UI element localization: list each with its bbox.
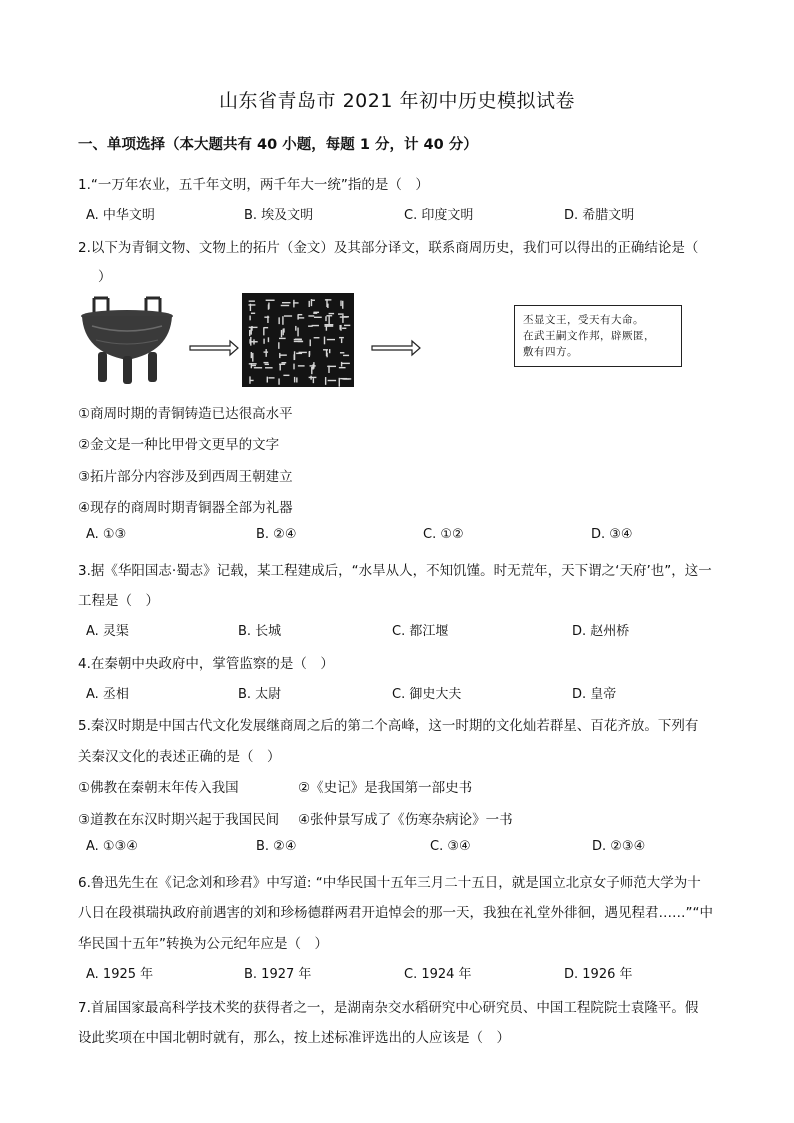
rubbing-stroke: [313, 378, 314, 383]
rubbing-stroke: [251, 352, 252, 358]
rubbing-stroke: [325, 316, 326, 321]
rubbing-stroke: [338, 313, 344, 314]
rubbing-stroke: [282, 316, 283, 325]
q6-option-d[interactable]: D. 1926 年: [564, 967, 633, 982]
rubbing-stroke: [325, 377, 326, 385]
rubbing-stroke: [342, 315, 343, 323]
rubbing-stroke: [278, 378, 279, 384]
q6-option-b[interactable]: B. 1927 年: [244, 967, 312, 982]
rubbing-stroke: [299, 352, 307, 353]
rubbing-stroke: [293, 302, 298, 303]
rubbing-stroke: [343, 355, 349, 356]
rubbing-stroke: [342, 378, 351, 379]
q2-stem-line1: 2.以下为青铜文物、文物上的拓片（金文）及其部分译文，联系商周历史，我们可以得出的正确结论是（: [78, 240, 699, 256]
q6-option-c[interactable]: C. 1924 年: [404, 967, 472, 982]
rubbing-stroke: [328, 365, 329, 373]
rubbing-stroke: [298, 365, 305, 366]
q4-option-c[interactable]: C. 御史大夫: [392, 687, 462, 702]
rubbing-stroke: [249, 327, 258, 328]
rubbing-stroke: [249, 330, 250, 336]
translation-line-3: 敷有四方。: [523, 346, 578, 358]
rubbing-stroke: [314, 317, 322, 318]
q5-statement-1: ①佛教在秦朝末年传入我国: [78, 780, 239, 796]
rubbing-stroke: [309, 377, 317, 378]
rubbing-stroke: [328, 380, 336, 381]
rubbing-stroke: [283, 375, 289, 376]
section-heading: 一、单项选择（本大题共有 40 小题，每题 1 分，计 40 分）: [78, 137, 478, 153]
rubbing-stroke: [284, 315, 292, 316]
rubbing-stroke: [249, 363, 257, 364]
rubbing-stroke: [294, 354, 295, 360]
rubbing-stroke: [282, 302, 291, 303]
q5-option-d[interactable]: D. ②③④: [592, 839, 646, 854]
q1-option-c[interactable]: C. 印度文明: [404, 208, 474, 223]
q4-option-b[interactable]: B. 太尉: [238, 687, 282, 702]
rubbing-stroke: [251, 326, 252, 331]
q3-option-b[interactable]: B. 长城: [238, 624, 282, 639]
rubbing-stroke: [339, 325, 340, 330]
q2-option-a[interactable]: A. ①③: [86, 527, 127, 542]
rubbing-stroke: [310, 376, 311, 380]
q5-option-a[interactable]: A. ①③④: [86, 839, 138, 854]
rubbing-stroke: [263, 362, 268, 363]
rubbing-image: [242, 293, 354, 387]
q2-stem-line2: ）: [98, 269, 112, 285]
rubbing-stroke: [324, 324, 333, 325]
rubbing-stroke: [278, 342, 279, 349]
rubbing-stroke: [340, 316, 348, 317]
rubbing-stroke: [279, 338, 286, 339]
rubbing-stroke: [310, 365, 316, 366]
rubbing-stroke: [254, 367, 262, 368]
rubbing-stroke: [263, 327, 264, 335]
q4-option-d[interactable]: D. 皇帝: [572, 687, 617, 702]
q5-statement-3: ③道教在东汉时期兴起于我国民间: [78, 812, 280, 828]
rubbing-stroke: [342, 328, 346, 329]
rubbing-stroke: [326, 315, 332, 316]
rubbing-stroke: [341, 339, 342, 344]
rubbing-stroke: [296, 377, 297, 382]
rubbing-stroke: [250, 341, 257, 342]
rubbing-stroke: [327, 304, 328, 308]
q1-option-b[interactable]: B. 埃及文明: [244, 208, 314, 223]
rubbing-stroke: [278, 317, 279, 324]
rubbing-stroke: [267, 377, 268, 383]
rubbing-stroke: [313, 312, 319, 313]
q7-stem-line1: 7.首届国家最高科学技术奖的获得者之一，是湖南杂交水稻研究中心研究员、中国工程院院士袁隆平。假: [78, 1000, 699, 1016]
rubbing-stroke: [268, 377, 274, 378]
rubbing-stroke: [294, 341, 303, 342]
q4-stem: 4.在秦朝中央政府中，掌管监察的是（ ）: [78, 656, 334, 672]
rubbing-stroke: [327, 339, 335, 340]
rubbing-stroke: [328, 316, 329, 324]
rubbing-stroke: [326, 350, 327, 356]
rubbing-stroke: [309, 301, 310, 307]
q6-stem-line3: 华民国十五年”转换为公元纪年应是（ ）: [78, 936, 328, 952]
rubbing-stroke: [280, 354, 287, 355]
q3-stem-line2: 工程是（ ）: [78, 593, 159, 609]
rubbing-stroke: [266, 300, 275, 301]
q5-statement-4: ④张仲景写成了《伤寒杂病论》一书: [298, 812, 513, 828]
rubbing-stroke: [294, 377, 295, 383]
q3-option-d[interactable]: D. 赵州桥: [572, 624, 630, 639]
rubbing-stroke: [263, 339, 264, 344]
q3-option-c[interactable]: C. 都江堰: [392, 624, 449, 639]
q2-figure: [78, 290, 655, 390]
rubbing-stroke: [250, 380, 254, 381]
q2-statement-2: ②金文是一种比甲骨文更早的文字: [78, 437, 280, 453]
q5-option-c[interactable]: C. ③④: [430, 839, 471, 854]
rubbing-stroke: [248, 304, 255, 305]
rubbing-stroke: [311, 367, 312, 374]
q1-option-a[interactable]: A. 中华文明: [86, 208, 155, 223]
q6-option-a[interactable]: A. 1925 年: [86, 967, 154, 982]
q6-stem-line1: 6.鲁迅先生在《记念刘和珍君》中写道: “中华民国十五年三月二十五日，就是国立北京女子师范大学为十: [78, 875, 701, 891]
rubbing-stroke: [329, 313, 335, 314]
rubbing-stroke: [324, 337, 325, 345]
rubbing-stroke: [311, 299, 312, 306]
rubbing-stroke: [252, 365, 256, 366]
rubbing-stroke: [268, 337, 269, 342]
rubbing-stroke: [281, 362, 286, 363]
q2-option-c[interactable]: C. ①②: [423, 527, 464, 542]
q2-statement-1: ①商周时期的青铜铸造已达很高水平: [78, 406, 293, 422]
arrow-2: [372, 341, 420, 355]
rubbing-stroke: [251, 313, 255, 314]
q2-statement-3: ③拓片部分内容涉及到西周王朝建立: [78, 469, 293, 485]
q5-option-b[interactable]: B. ②④: [256, 839, 297, 854]
exam-title: 山东省青岛市 2021 年初中历史模拟试卷: [219, 90, 575, 112]
arrow-1: [190, 341, 238, 355]
bronze-ding-image: [78, 290, 178, 390]
rubbing-stroke: [324, 325, 333, 326]
rubbing-stroke: [268, 304, 269, 309]
q5-stem-line1: 5.秦汉时期是中国古代文化发展继商周之后的第二个高峰，这一时期的文化灿若群星、百花齐放。下列有: [78, 718, 699, 734]
rubbing-stroke: [340, 300, 341, 306]
q3-option-a[interactable]: A. 灵渠: [86, 624, 129, 639]
q2-option-d[interactable]: D. ③④: [591, 527, 633, 542]
q2-option-b[interactable]: B. ②④: [256, 527, 297, 542]
rubbing-stroke: [325, 299, 331, 300]
q7-stem-line2: 设此奖项在中国北朝时就有，那么，按上述标准评选出的人应该是（ ）: [78, 1030, 510, 1046]
translation-line-1: 丕显文王，受天有大命。: [523, 314, 644, 326]
rubbing-stroke: [342, 363, 350, 364]
rubbing-stroke: [310, 339, 311, 346]
translation-line-2: 在武王嗣文作邦，辟厥匿，: [523, 330, 655, 342]
rubbing-stroke: [314, 337, 320, 338]
q6-stem-line2: 八日在段祺瑞执政府前遇害的刘和珍杨德群两君开追悼会的那一天，我独在礼堂外徘徊，遇见程君……”“中: [78, 905, 713, 921]
rubbing-stroke: [293, 364, 294, 370]
q4-option-a[interactable]: A. 丞相: [86, 687, 129, 702]
rubbing-stroke: [339, 367, 346, 368]
rubbing-stroke: [308, 325, 313, 326]
q1-stem: 1.“一万年农业，五千年文明，两千年大一统”指的是（ ）: [78, 177, 429, 193]
q5-stem-line2: 关秦汉文化的表述正确的是（ ）: [78, 749, 281, 765]
q3-stem-line1: 3.据《华阳国志·蜀志》记载，某工程建成后，“水旱从人，不知饥馑。时无荒年，天下谓之‘天府’也”，这一: [78, 563, 712, 579]
rubbing-stroke: [339, 378, 340, 387]
rubbing-stroke: [298, 314, 302, 315]
rubbing-stroke: [265, 367, 273, 368]
rubbing-stroke: [265, 349, 266, 357]
rubbing-stroke: [280, 364, 281, 371]
rubbing-stroke: [295, 326, 296, 331]
rubbing-stroke: [344, 325, 350, 326]
rubbing-stroke: [281, 305, 289, 306]
rubbing-stroke: [264, 327, 268, 328]
rubbing-stroke: [250, 304, 251, 311]
q5-statement-2: ②《史记》是我国第一部史书: [298, 780, 473, 796]
rubbing-stroke: [249, 339, 250, 343]
rubbing-stroke: [342, 301, 343, 309]
rubbing-stroke: [298, 317, 304, 318]
rubbing-stroke: [329, 349, 330, 353]
q1-option-d[interactable]: D. 希腊文明: [564, 208, 635, 223]
rubbing-stroke: [340, 352, 344, 353]
rubbing-stroke: [281, 330, 282, 337]
rubbing-stroke: [309, 351, 310, 357]
rubbing-stroke: [297, 328, 298, 337]
translation-box: [514, 305, 682, 367]
rubbing-stroke: [313, 362, 314, 368]
rubbing-stroke: [294, 339, 302, 340]
rubbing-stroke: [249, 300, 255, 301]
rubbing-stroke: [264, 316, 269, 317]
q2-statement-4: ④现存的商周时期青铜器全部为礼器: [78, 500, 293, 516]
rubbing-stroke: [339, 337, 344, 338]
rubbing-stroke: [249, 316, 250, 321]
rubbing-stroke: [326, 326, 327, 330]
rubbing-stroke: [265, 364, 269, 365]
rubbing-stroke: [341, 362, 342, 367]
rubbing-stroke: [308, 315, 314, 316]
rubbing-stroke: [283, 328, 284, 332]
rubbing-stroke: [252, 353, 253, 362]
